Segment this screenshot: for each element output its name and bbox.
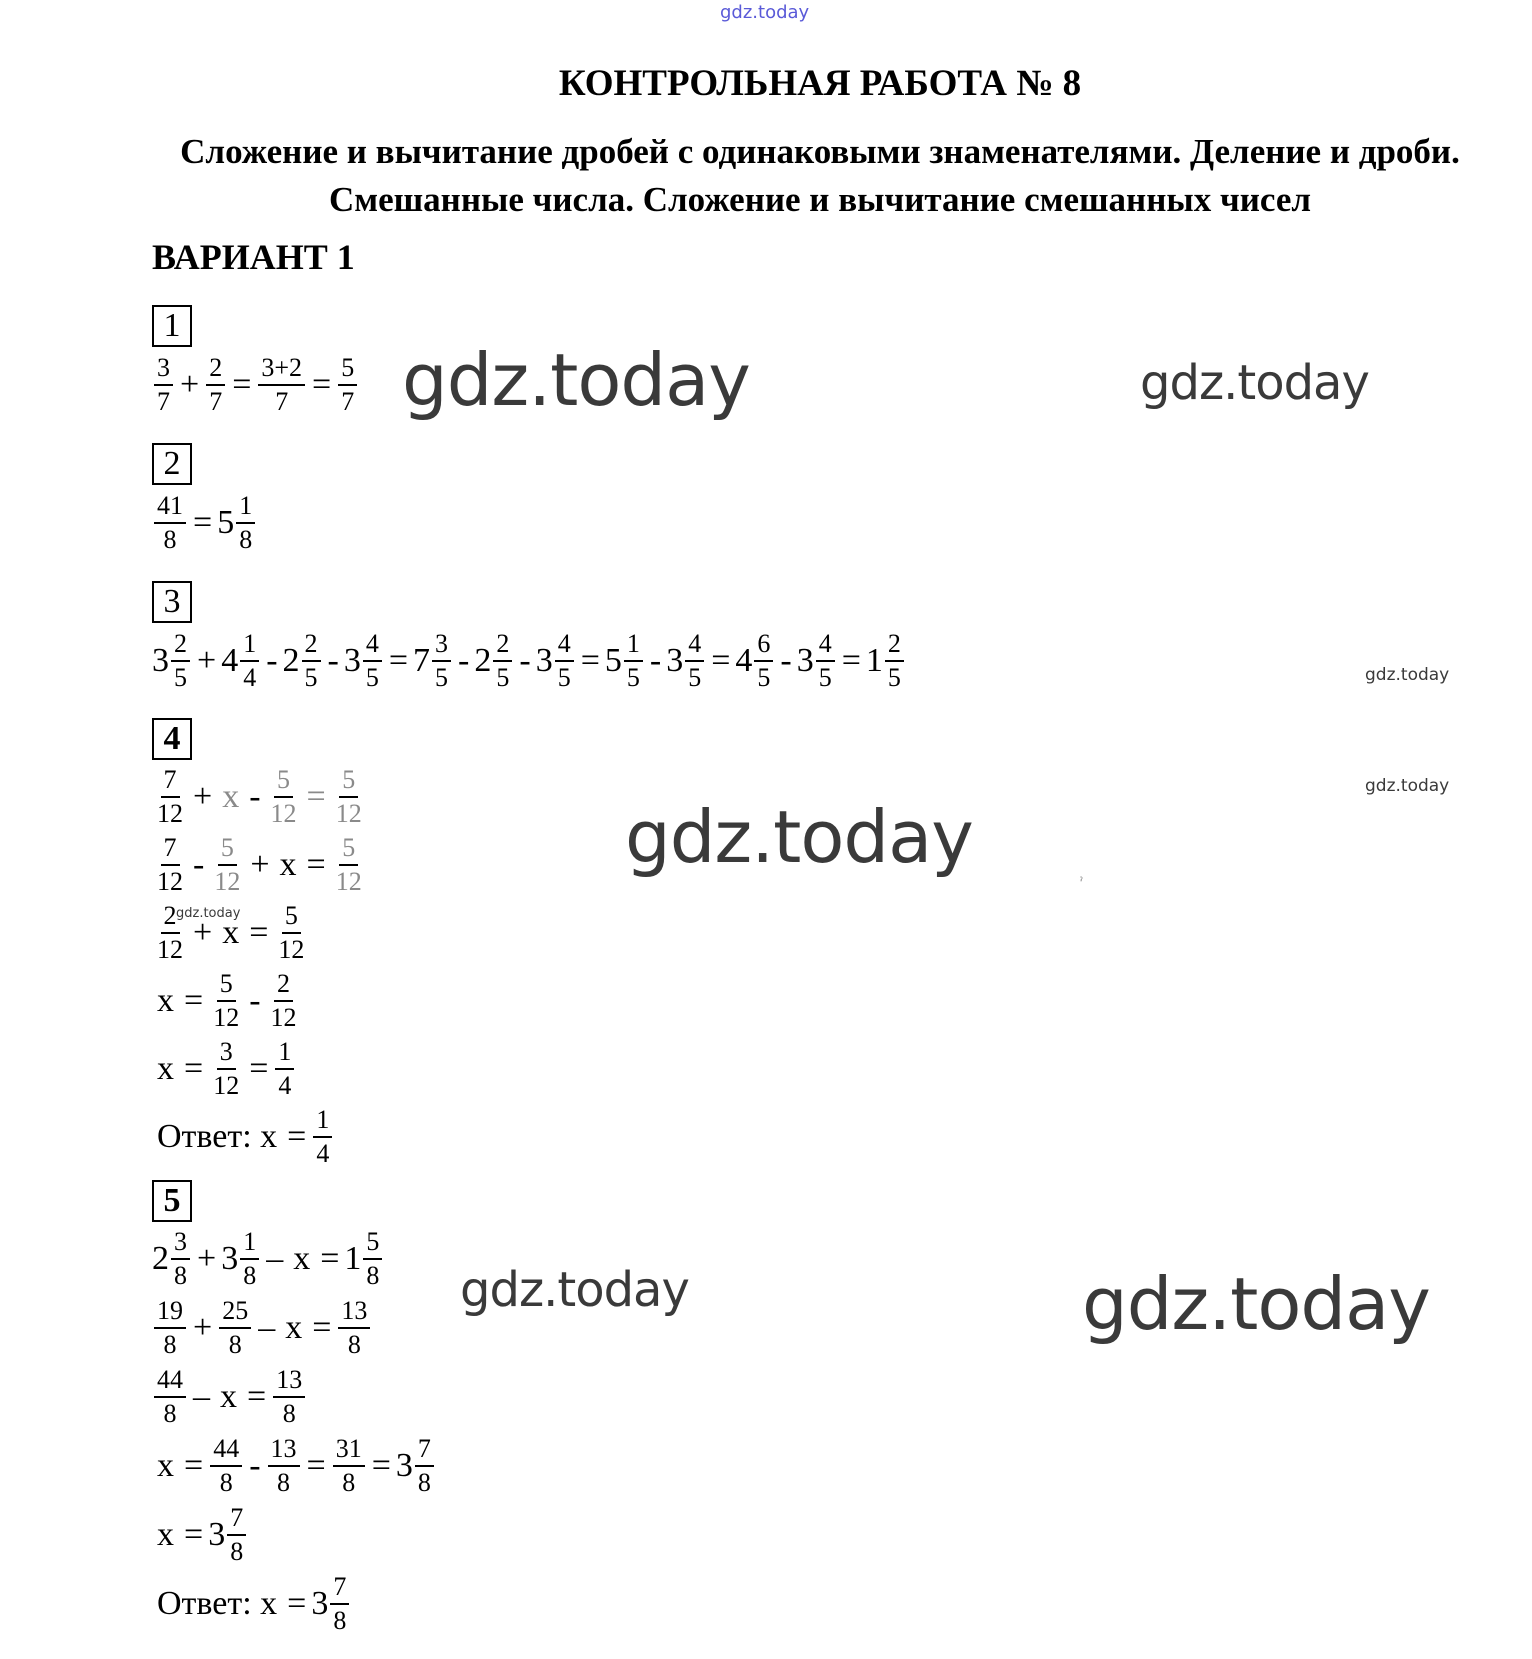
fraction-numerator: 5 <box>339 764 358 798</box>
fraction-denominator: 8 <box>342 1468 356 1497</box>
fraction-denominator: 12 <box>157 935 183 964</box>
scan-speck: ˀ <box>1080 876 1083 887</box>
math-symbol: - <box>458 642 470 679</box>
fraction-numerator: 7 <box>161 764 180 798</box>
fraction <box>555 628 574 694</box>
fraction-denominator: 12 <box>214 867 241 896</box>
whole-part: 3 <box>221 1240 239 1277</box>
fraction-denominator: 5 <box>757 663 771 692</box>
fraction <box>154 764 186 830</box>
fraction <box>330 1571 349 1637</box>
math-symbol: – <box>258 1309 276 1346</box>
fraction-numerator: 1 <box>313 1104 332 1138</box>
fraction-denominator: 5 <box>365 663 379 692</box>
fraction-numerator: 5 <box>338 352 357 386</box>
fraction-numerator: 5 <box>363 1226 382 1260</box>
fraction <box>268 764 300 830</box>
fraction <box>275 1036 294 1102</box>
task-5-line-3 <box>152 1362 307 1432</box>
math-symbol: – <box>266 1240 284 1277</box>
fraction-numerator: 2 <box>302 628 321 662</box>
fraction <box>210 1036 242 1102</box>
whole-part: 5 <box>217 504 235 541</box>
fraction-denominator: 7 <box>157 387 170 416</box>
math-symbol: = <box>184 1516 204 1553</box>
fraction-numerator: 2 <box>161 900 180 934</box>
fraction <box>313 1104 332 1170</box>
fraction-denominator: 8 <box>366 1261 380 1290</box>
fraction-denominator: 8 <box>417 1468 431 1497</box>
fraction-numerator: 44 <box>210 1433 242 1467</box>
whole-part: 5 <box>604 642 622 679</box>
fraction <box>816 628 835 694</box>
fraction <box>275 900 307 966</box>
math-symbol: + <box>197 1240 217 1277</box>
math-symbol: + <box>197 642 217 679</box>
task-4-line-2 <box>152 830 367 900</box>
fraction-numerator: 6 <box>754 628 773 662</box>
fraction-denominator: 8 <box>163 1330 177 1359</box>
fraction <box>338 352 357 418</box>
fraction-denominator: 5 <box>688 663 702 692</box>
fraction-numerator: 4 <box>555 628 574 662</box>
fraction-numerator: 2 <box>493 628 512 662</box>
fraction-denominator: 12 <box>335 867 362 896</box>
whole-part: 1 <box>344 1240 362 1277</box>
fraction-denominator: 5 <box>435 663 449 692</box>
task-number-4: 4 <box>152 718 192 760</box>
whole-part: 2 <box>152 1240 169 1277</box>
task-4-line-4 <box>152 966 302 1036</box>
math-symbol: = <box>371 1447 391 1484</box>
whole-part: 4 <box>735 642 753 679</box>
watermark-large-1: gdz.today <box>402 338 750 422</box>
task-5-line-1 <box>152 1224 384 1294</box>
math-symbol: = <box>306 778 326 815</box>
math-symbol: x <box>279 846 297 883</box>
fraction-denominator: 5 <box>818 663 832 692</box>
watermark-top: gdz.today <box>720 2 810 23</box>
whole-part: 2 <box>282 642 300 679</box>
fraction-numerator: 1 <box>240 628 259 662</box>
fraction-numerator: 1 <box>624 628 643 662</box>
math-symbol: x <box>293 1240 311 1277</box>
fraction-numerator: 7 <box>227 1502 246 1536</box>
fraction-denominator: 4 <box>243 663 257 692</box>
math-symbol: = <box>287 1118 307 1155</box>
fraction <box>240 628 259 694</box>
fraction <box>154 1364 186 1430</box>
fraction-denominator: 5 <box>557 663 571 692</box>
math-symbol: = <box>193 504 213 541</box>
watermark-right-1: gdz.today <box>1140 355 1369 411</box>
fraction <box>333 1433 365 1499</box>
fraction-numerator: 4 <box>685 628 704 662</box>
fraction <box>415 1433 434 1499</box>
fraction-denominator: 5 <box>887 663 901 692</box>
watermark-small-2: gdz.today <box>1365 776 1450 796</box>
math-symbol: = <box>841 642 861 679</box>
fraction <box>333 832 365 898</box>
fraction <box>236 490 255 556</box>
math-symbol: = <box>580 642 600 679</box>
fraction-denominator: 8 <box>333 1606 347 1635</box>
fraction-denominator: 8 <box>347 1330 361 1359</box>
fraction-numerator: 2 <box>274 968 293 1002</box>
fraction-denominator: 8 <box>239 525 253 554</box>
fraction <box>171 628 190 694</box>
whole-part: 2 <box>474 642 492 679</box>
watermark-large-2: gdz.today <box>625 795 973 879</box>
fraction-denominator: 4 <box>278 1071 292 1100</box>
math-symbol: - <box>519 642 531 679</box>
fraction <box>240 1226 259 1292</box>
math-symbol: x <box>157 982 174 1019</box>
math-symbol: = <box>306 1447 326 1484</box>
fraction-numerator: 7 <box>415 1433 434 1467</box>
whole-part: 3 <box>152 642 169 679</box>
fraction <box>154 832 186 898</box>
fraction-denominator: 12 <box>157 867 183 896</box>
fraction-denominator: 7 <box>275 387 289 416</box>
fraction <box>154 352 173 418</box>
math-symbol: = <box>247 1378 267 1415</box>
fraction-denominator: 5 <box>626 663 640 692</box>
math-symbol: = <box>184 1447 204 1484</box>
fraction-denominator: 12 <box>213 1071 240 1100</box>
whole-part: 3 <box>535 642 553 679</box>
fraction-numerator: 7 <box>330 1571 349 1605</box>
page-title: КОНТРОЛЬНАЯ РАБОТА № 8 <box>558 63 1082 104</box>
whole-part: 3 <box>311 1585 329 1622</box>
fraction-numerator: 2 <box>171 628 190 662</box>
fraction-numerator: 5 <box>282 900 301 934</box>
task-2-line-1 <box>152 488 257 558</box>
fraction <box>363 628 382 694</box>
math-symbol: = <box>388 642 409 679</box>
math-symbol: = <box>184 1050 204 1087</box>
math-symbol: x <box>222 778 240 815</box>
fraction <box>227 1502 246 1568</box>
fraction-numerator: 1 <box>275 1036 294 1070</box>
math-symbol: = <box>184 982 204 1019</box>
fraction-denominator: 7 <box>209 387 223 416</box>
watermark-tiny: gdz.today <box>176 906 241 921</box>
math-symbol: + <box>193 1309 213 1346</box>
math-symbol: = <box>249 914 269 951</box>
fraction-denominator: 5 <box>174 663 187 692</box>
fraction-numerator: 13 <box>268 1433 300 1467</box>
whole-part: 3 <box>343 642 361 679</box>
fraction <box>754 628 773 694</box>
task-number-1: 1 <box>152 305 192 347</box>
fraction <box>219 1295 251 1361</box>
fraction-numerator: 41 <box>154 490 186 524</box>
math-symbol: = <box>232 366 252 403</box>
fraction-denominator: 8 <box>219 1468 233 1497</box>
math-symbol: + <box>250 846 270 883</box>
watermark-mid-5: gdz.today <box>460 1262 689 1318</box>
fraction-numerator: 25 <box>219 1295 251 1329</box>
fraction-denominator: 12 <box>270 799 297 828</box>
fraction <box>273 1364 305 1430</box>
fraction-numerator: 3 <box>217 1036 236 1070</box>
task-1-line-1 <box>152 350 359 420</box>
math-symbol: - <box>249 1447 261 1484</box>
fraction-numerator: 3 <box>171 1226 190 1260</box>
math-symbol: = <box>249 1050 269 1087</box>
fraction-numerator: 5 <box>217 968 236 1002</box>
math-symbol: Ответ: x <box>157 1118 278 1155</box>
task-number-5: 5 <box>152 1180 192 1222</box>
fraction-numerator: 3+2 <box>258 352 305 386</box>
page-subtitle: Сложение и вычитание дробей с одинаковыми знаменателями. Деление и дроби. Смешанные числа. Сложение и вычитание смешанных чисел <box>180 132 1460 219</box>
task-4-line-3 <box>152 898 309 968</box>
fraction <box>268 968 300 1034</box>
math-symbol: x <box>222 914 240 951</box>
fraction-denominator: 8 <box>163 1399 177 1428</box>
math-symbol: + <box>193 914 213 951</box>
whole-part: 3 <box>395 1447 413 1484</box>
fraction <box>885 628 904 694</box>
fraction <box>302 628 321 694</box>
fraction <box>624 628 643 694</box>
watermark-large-3: gdz.today <box>1082 1262 1430 1346</box>
math-symbol: = <box>312 366 332 403</box>
math-symbol: = <box>711 642 731 679</box>
fraction-denominator: 12 <box>278 935 305 964</box>
fraction <box>210 1433 242 1499</box>
math-symbol: - <box>249 778 261 815</box>
task-3-line-1 <box>152 626 906 696</box>
fraction-denominator: 8 <box>163 525 177 554</box>
math-symbol: x <box>157 1516 174 1553</box>
fraction <box>206 352 225 418</box>
fraction-numerator: 4 <box>816 628 835 662</box>
fraction <box>154 1295 186 1361</box>
math-symbol: x <box>157 1050 174 1087</box>
math-symbol: – <box>193 1378 210 1415</box>
fraction-numerator: 5 <box>339 832 358 866</box>
whole-part: 1 <box>865 642 883 679</box>
fraction <box>432 628 451 694</box>
fraction-numerator: 19 <box>154 1295 186 1329</box>
fraction-numerator: 2 <box>885 628 904 662</box>
math-symbol: - <box>193 846 205 883</box>
fraction-numerator: 44 <box>154 1364 186 1398</box>
fraction-numerator: 31 <box>333 1433 365 1467</box>
whole-part: 4 <box>221 642 239 679</box>
watermark-small-1: gdz.today <box>1365 665 1450 685</box>
fraction-numerator: 4 <box>363 628 382 662</box>
fraction-numerator: 3 <box>154 352 173 386</box>
fraction-denominator: 4 <box>316 1139 330 1168</box>
fraction <box>685 628 704 694</box>
math-symbol: x <box>157 1447 174 1484</box>
whole-part: 3 <box>666 642 684 679</box>
task-number-2: 2 <box>152 443 192 485</box>
task-5-answer <box>152 1569 351 1639</box>
fraction-denominator: 8 <box>277 1468 291 1497</box>
task-4-line-1 <box>152 762 367 832</box>
math-symbol: - <box>249 982 261 1019</box>
fraction-numerator: 13 <box>338 1295 370 1329</box>
fraction <box>333 764 365 830</box>
whole-part: 7 <box>413 642 431 679</box>
variant-label: ВАРИАНТ 1 <box>152 237 355 277</box>
task-5-line-5 <box>152 1500 248 1570</box>
math-symbol: - <box>327 642 339 679</box>
fraction <box>258 352 305 418</box>
fraction-denominator: 8 <box>230 1537 244 1566</box>
math-symbol: - <box>780 642 792 679</box>
fraction-denominator: 5 <box>304 663 318 692</box>
fraction-numerator: 13 <box>273 1364 305 1398</box>
task-number-3: 3 <box>152 581 192 623</box>
fraction-numerator: 1 <box>240 1226 259 1260</box>
fraction-denominator: 12 <box>213 1003 240 1032</box>
fraction-denominator: 8 <box>243 1261 257 1290</box>
fraction-denominator: 8 <box>282 1399 296 1428</box>
math-symbol: + <box>180 366 200 403</box>
task-5-line-2 <box>152 1293 372 1363</box>
math-symbol: - <box>649 642 662 679</box>
fraction-numerator: 5 <box>218 832 237 866</box>
fraction <box>154 490 186 556</box>
fraction <box>363 1226 382 1292</box>
fraction <box>211 832 243 898</box>
fraction <box>493 628 512 694</box>
math-symbol: x <box>220 1378 237 1415</box>
fraction-denominator: 12 <box>335 799 362 828</box>
task-4-line-5 <box>152 1034 296 1104</box>
fraction-numerator: 1 <box>236 490 255 524</box>
math-symbol: = <box>312 1309 332 1346</box>
math-symbol: x <box>285 1309 303 1346</box>
fraction <box>210 968 242 1034</box>
math-symbol: = <box>320 1240 340 1277</box>
math-symbol: = <box>287 1585 307 1622</box>
fraction-denominator: 12 <box>270 1003 297 1032</box>
whole-part: 3 <box>208 1516 226 1553</box>
fraction-denominator: 8 <box>228 1330 242 1359</box>
fraction <box>154 900 186 966</box>
fraction <box>268 1433 300 1499</box>
fraction-denominator: 5 <box>496 663 510 692</box>
math-symbol: Ответ: x <box>157 1585 278 1622</box>
fraction-numerator: 5 <box>274 764 293 798</box>
whole-part: 3 <box>796 642 814 679</box>
fraction-numerator: 2 <box>206 352 225 386</box>
fraction-denominator: 7 <box>341 387 355 416</box>
math-symbol: - <box>266 642 278 679</box>
fraction-numerator: 7 <box>161 832 180 866</box>
fraction-denominator: 8 <box>174 1261 187 1290</box>
math-symbol: = <box>306 846 326 883</box>
fraction <box>171 1226 190 1292</box>
fraction-denominator: 12 <box>157 799 183 828</box>
math-symbol: + <box>193 778 213 815</box>
fraction <box>338 1295 370 1361</box>
fraction-numerator: 3 <box>432 628 451 662</box>
task-5-line-4 <box>152 1431 436 1501</box>
task-4-answer <box>152 1102 334 1172</box>
